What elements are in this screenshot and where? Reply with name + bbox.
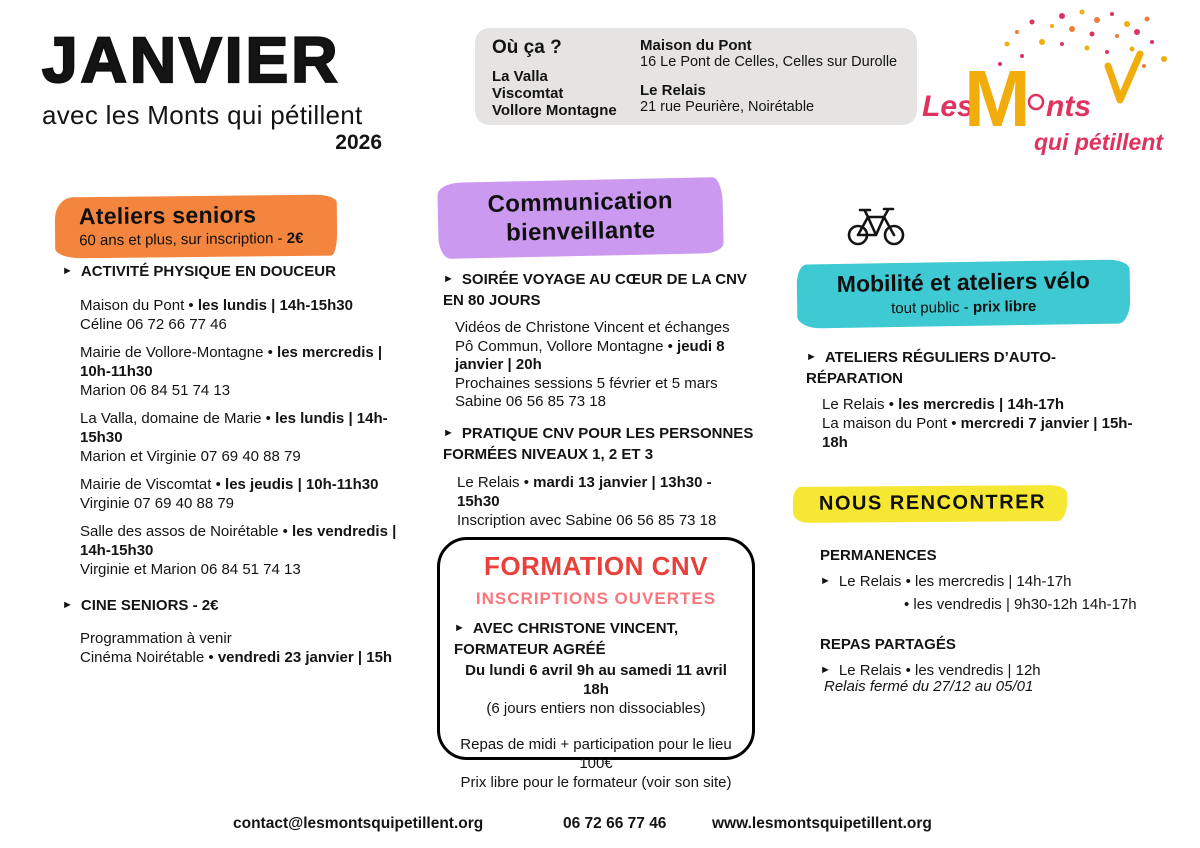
- formation-price: Prix libre pour le formateur (voir son site): [460, 774, 732, 791]
- cine-seniors-section: [62, 596, 400, 667]
- logo-tagline: qui pétillent: [1034, 129, 1164, 155]
- velo-entry: Le Relais • les mercredis | 14h-17h: [822, 396, 1065, 413]
- repas-line: ► Le Relais • les vendredis | 12h: [820, 661, 1155, 682]
- pratique-lines: [457, 473, 757, 530]
- pratique-heading: ► PRATIQUE CNV POUR LES PERSONNES FORMÉES NIVEAUX 1, 2 ET 3: [443, 424, 757, 464]
- formation-subtitle: INSCRIPTIONS OUVERTES: [475, 589, 717, 608]
- permanence-line: • les vendredis | 9h30-12h 14h-17h: [904, 596, 1137, 613]
- permanences-heading: PERMANENCES: [820, 547, 937, 564]
- velo-entry: La maison du Pont • mercredi 7 janvier | 15h-18h: [822, 415, 1133, 451]
- repas-heading: REPAS PARTAGÉS: [820, 636, 956, 653]
- page-subtitle: avec les Monts qui pétillent: [42, 100, 363, 130]
- activity-entry: [80, 475, 400, 513]
- physical-activity-section: [62, 262, 400, 588]
- venue-address: 16 Le Pont de Celles, Celles sur Durolle: [640, 54, 898, 70]
- masthead: [42, 24, 388, 155]
- logo-letter-m: M: [964, 54, 1031, 143]
- village-item: Vollore Montagne: [492, 102, 617, 119]
- venue-block: [640, 37, 897, 70]
- bicycle-icon: [846, 200, 906, 253]
- cine-seniors-heading: ► CINE SENIORS - 2€: [62, 596, 400, 617]
- soiree-line: Pô Commun, Vollore Montagne • jeudi 8 janvier | 20h: [455, 337, 725, 373]
- cnv-title-line2: bienveillante: [505, 216, 656, 247]
- cnv-section-header: [437, 177, 724, 259]
- footer-phone: 06 72 66 77 46: [563, 815, 667, 832]
- seniors-title: Ateliers seniors: [78, 201, 257, 230]
- soiree-line: Prochaines sessions 5 février et 5 mars: [455, 374, 718, 392]
- velo-entries: [822, 395, 1138, 452]
- formation-price: Repas de midi + participation pour le lieu 100€: [460, 736, 732, 772]
- formation-dates: Du lundi 6 avril 9h au samedi 11 avril 18h: [465, 662, 727, 698]
- entry-schedule: Maison du Pont • les lundis | 14h-15h30: [80, 297, 353, 314]
- logo-graphic: [912, 4, 1190, 166]
- venue-name: Le Relais: [640, 82, 706, 99]
- village-list: [492, 68, 617, 119]
- soiree-line: Sabine 06 56 85 73 18: [455, 393, 606, 410]
- entry-schedule: Salle des assos de Noirétable • les vendredis | 14h-15h30: [80, 523, 397, 559]
- arrow-icon: [820, 662, 839, 679]
- entry-schedule: La Valla, domaine de Marie • les lundis | 14h-15h30: [80, 410, 388, 446]
- cnv-title-line1: Communication: [487, 187, 674, 218]
- arrow-icon: [806, 349, 825, 366]
- rencontrer-section-header: [793, 485, 1067, 523]
- pratique-line: Inscription avec Sabine 06 56 85 73 18: [457, 512, 717, 529]
- cine-line: Programmation à venir: [80, 630, 232, 647]
- venue-block: [640, 82, 814, 115]
- permanence-line: ► Le Relais • les mercredis | 14h-17h: [820, 572, 1155, 593]
- entry-contact: Virginie et Marion 06 84 51 74 13: [80, 561, 301, 578]
- entry-schedule: Mairie de Vollore-Montagne • les mercredis | 10h-11h30: [80, 344, 383, 380]
- village-item: Viscomtat: [492, 85, 564, 102]
- formation-heading: ► AVEC CHRISTONE VINCENT, FORMATEUR AGRÉÉ: [454, 619, 738, 659]
- activity-entry: [80, 522, 400, 579]
- velo-title: Mobilité et ateliers vélo: [836, 267, 1091, 297]
- logo-word-les: Les: [922, 90, 974, 123]
- village-item: La Valla: [492, 68, 548, 85]
- arrow-icon: [443, 425, 462, 442]
- logo-o-ring: [1029, 95, 1043, 109]
- velo-subtitle: tout public - prix libre: [891, 297, 1037, 318]
- where-box: [475, 28, 917, 125]
- venue-name: Maison du Pont: [640, 37, 752, 54]
- footer-website: www.lesmontsquipetillent.org: [712, 815, 932, 832]
- physical-activity-heading: ► ACTIVITÉ PHYSIQUE EN DOUCEUR: [62, 262, 400, 283]
- cine-lines: [80, 629, 400, 667]
- activity-entry: [80, 296, 400, 334]
- velo-section: [806, 348, 1152, 452]
- activity-entries: [80, 296, 400, 579]
- soiree-lines: [455, 319, 755, 412]
- formation-note: (6 jours entiers non dissociables): [486, 700, 706, 717]
- velo-heading: ► ATELIERS RÉGULIERS D’AUTO-RÉPARATION: [806, 348, 1152, 388]
- entry-contact: Céline 06 72 66 77 46: [80, 316, 227, 333]
- arrow-icon: [62, 597, 81, 614]
- rencontrer-section: [820, 546, 1155, 682]
- logo-v-mark: [1108, 54, 1140, 100]
- rencontrer-title: NOUS RENCONTRER: [818, 491, 1047, 515]
- entry-contact: Virginie 07 69 40 88 79: [80, 495, 235, 512]
- velo-section-header: [797, 259, 1131, 328]
- arrow-icon: [443, 271, 462, 288]
- entry-contact: Marion et Virginie 07 69 40 88 79: [80, 448, 301, 465]
- seniors-section-header: [55, 195, 338, 259]
- pratique-section: [443, 424, 757, 530]
- activity-entry: [80, 409, 400, 466]
- entry-schedule: Mairie de Viscomtat • les jeudis | 10h-11h30: [80, 476, 379, 493]
- cine-line: Cinéma Noirétable • vendredi 23 janvier | 15h: [80, 649, 393, 666]
- arrow-icon: [454, 620, 473, 637]
- soiree-heading: ► SOIRÉE VOYAGE AU CŒUR DE LA CNV EN 80 JOURS: [443, 270, 757, 310]
- arrow-icon: [62, 263, 81, 280]
- venue-address: 21 rue Peurière, Noirétable: [640, 99, 815, 115]
- logo-word-nts: nts: [1046, 90, 1091, 123]
- formation-title: FORMATION CNV: [483, 551, 709, 581]
- pratique-line: Le Relais • mardi 13 janvier | 13h30 - 15h30: [457, 474, 712, 510]
- page-year: 2026: [335, 131, 382, 154]
- seniors-subtitle: 60 ans et plus, sur inscription - 2€: [79, 229, 304, 250]
- soiree-line: Vidéos de Christone Vincent et échanges: [455, 319, 730, 336]
- activity-entry: [80, 343, 400, 400]
- arrow-icon: [820, 573, 839, 590]
- page-title: JANVIER: [42, 24, 341, 96]
- soiree-section: [443, 270, 757, 412]
- logo-monts-qui-petillent: [912, 4, 1190, 171]
- closed-note: Relais fermé du 27/12 au 05/01: [824, 678, 1034, 695]
- formation-cnv-box: [437, 537, 755, 791]
- where-title: Où ça ?: [492, 37, 562, 58]
- footer-email: contact@lesmontsquipetillent.org: [233, 815, 484, 832]
- entry-contact: Marion 06 84 51 74 13: [80, 382, 231, 399]
